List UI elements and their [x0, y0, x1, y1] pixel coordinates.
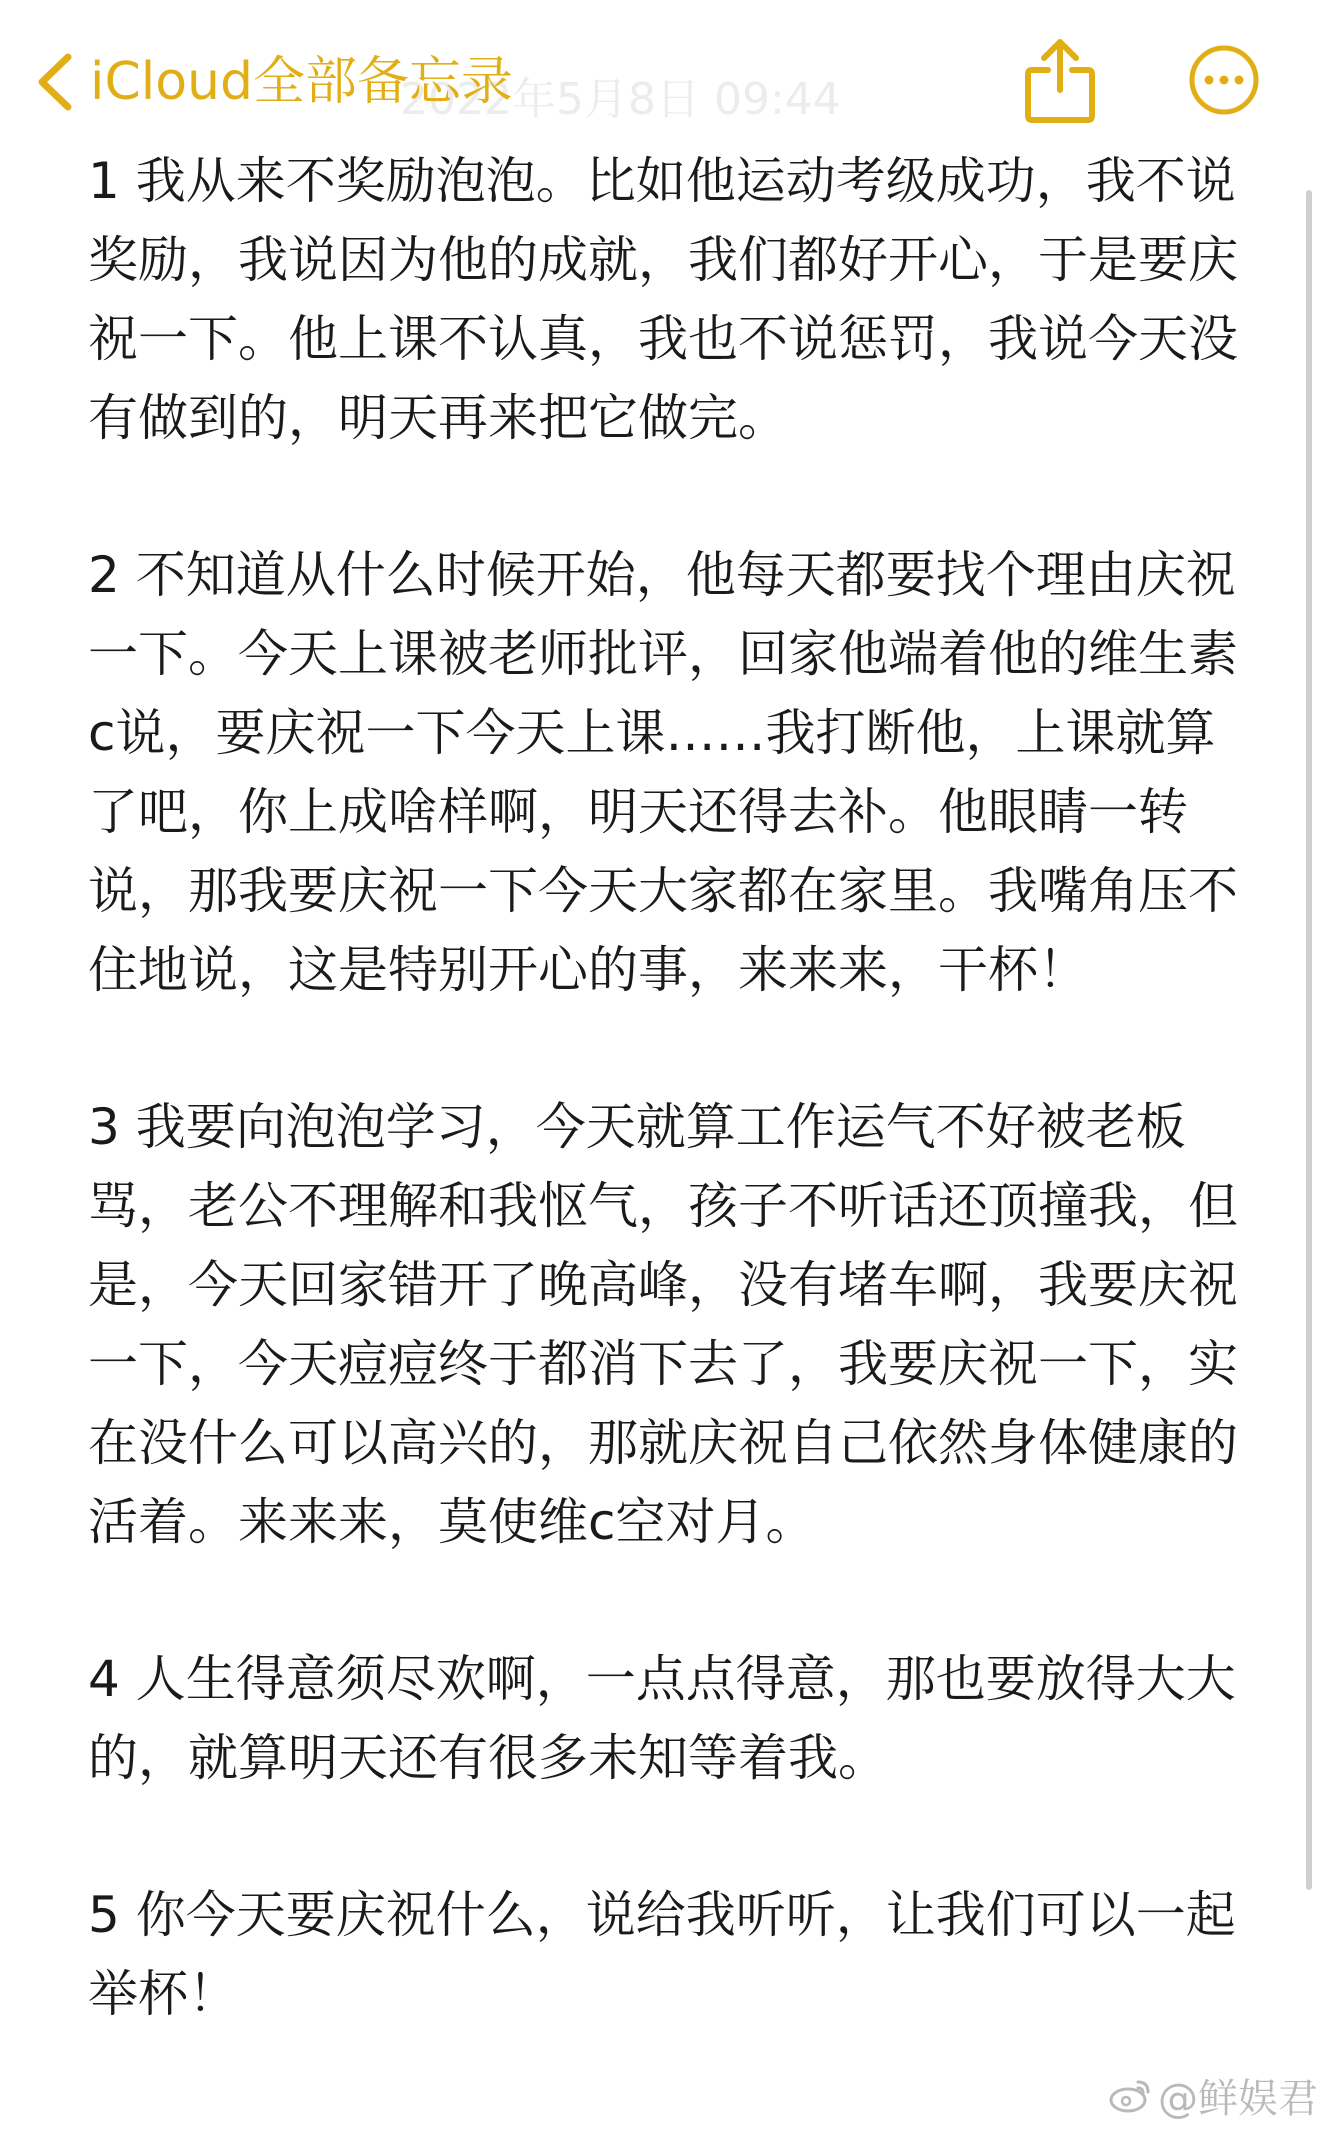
more-button[interactable] — [1188, 44, 1260, 116]
back-button[interactable] — [34, 42, 513, 122]
note-paragraph-1: 1 我从来不奖励泡泡。比如他运动考级成功，我不说奖励，我说因为他的成就，我们都好开心，于是要庆祝一下。他上课不认真，我也不说惩罚，我说今天没有做到的，明天再来把它做完。 — [88, 152, 1238, 447]
note-paragraph-3: 3 我要向泡泡学习，今天就算工作运气不好被老板骂，老公不理解和我怄气，孩子不听话还顶撞我，但是，今天回家错开了晚高峰，没有堵车啊，我要庆祝一下，今天痘痘终于都消下去了，我要庆祝一下，实在没什么可以高兴的，那就庆祝自己依然身体健康的活着。来来来，莫使维c空对月。 — [88, 1098, 1238, 1551]
watermark — [1108, 2070, 1318, 2120]
note-paragraph-5: 5 你今天要庆祝什么，说给我听听，让我们可以一起举杯！ — [88, 1886, 1236, 2023]
note-paragraph-4: 4 人生得意须尽欢啊，一点点得意，那也要放得大大的，就算明天还有很多未知等着我。 — [88, 1650, 1236, 1787]
weibo-icon — [1108, 2076, 1152, 2114]
note-paragraph-2: 2 不知道从什么时候开始，他每天都要找个理由庆祝一下。今天上课被老师批评，回家他端着他的维生素c说，要庆祝一下今天上课……我打断他，上课就算了吧，你上成啥样啊，明天还得去补。他眼睛一转说，那我要庆祝一下今天大家都在家里。我嘴角压不住地说，这是特别开心的事，来来来，干杯！ — [88, 546, 1238, 999]
share-button[interactable] — [1020, 36, 1100, 126]
note-date: 2022年5月8日 09:44 — [400, 74, 841, 125]
scroll-indicator[interactable] — [1306, 190, 1312, 1890]
back-label: iCloud全部备忘录 — [90, 52, 513, 112]
note-body[interactable] — [88, 142, 1248, 2112]
ellipsis-circle-icon — [1188, 44, 1260, 116]
watermark-text: @鲜娱君 — [1158, 2075, 1318, 2122]
chevron-left-icon — [34, 51, 76, 113]
share-icon — [1020, 36, 1100, 126]
nav-bar — [0, 0, 1320, 150]
